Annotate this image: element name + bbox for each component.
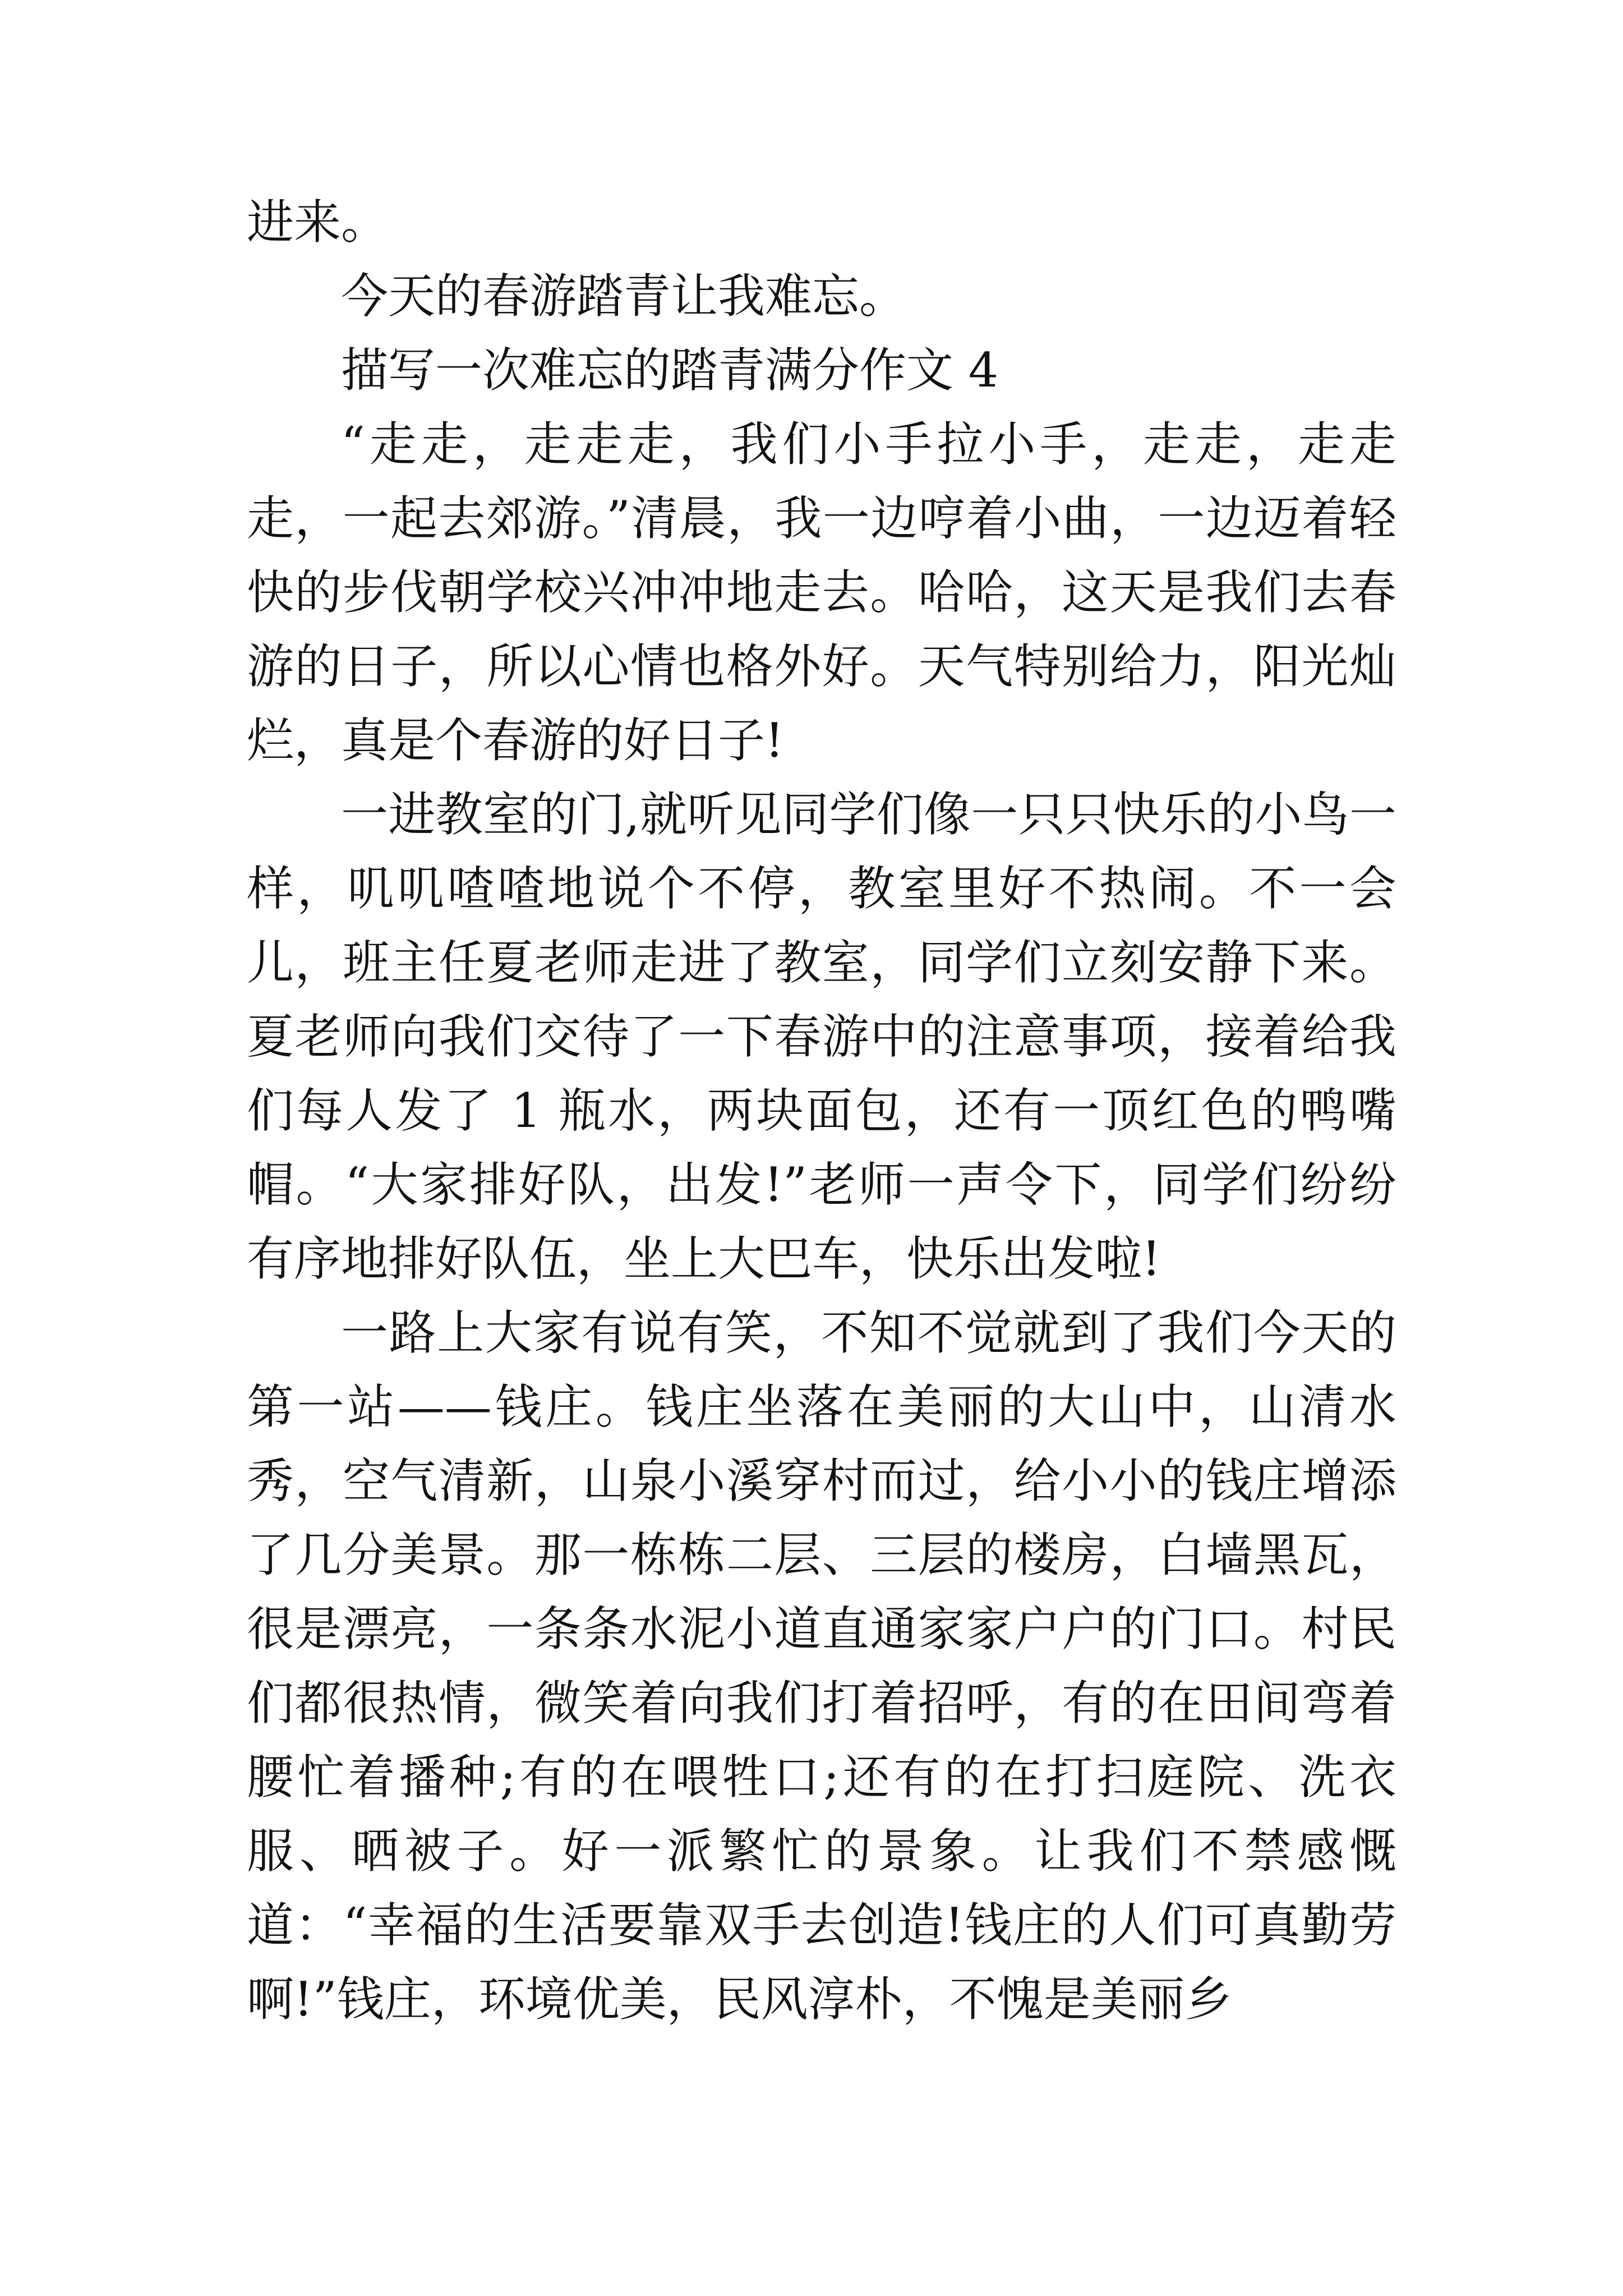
paragraph-continuation: 进来。: [247, 195, 389, 250]
essay-heading: 描写一次难忘的踏青满分作文 4: [341, 343, 999, 398]
paragraph: 一进教室的门,就听见同学们像一只只快乐的小鸟一样，叽叽喳喳地说个不停，教室里好不热闹。不一会儿，班主任夏老师走进了教室，同学们立刻安静下来。夏老师向我们交待了一下春游中的注意事项，接着给我们每人发了 1 瓶水，两块面包，还有一顶红色的鸭嘴帽。“大家排好队，出发!”老师一声令下，同学们纷纷有序地排好队伍，坐上大巴车，快乐出发啦!: [247, 787, 1396, 1286]
essay-body: [247, 185, 1396, 2036]
paragraph: “走走，走走走，我们小手拉小手，走走，走走走，一起去郊游。”清晨，我一边哼着小曲，一边迈着轻快的步伐朝学校兴冲冲地走去。哈哈，这天是我们去春游的日子，所以心情也格外好。天气特别给力，阳光灿烂，真是个春游的好日子!: [247, 417, 1396, 768]
paragraph-closing-line: 今天的春游踏青让我难忘。: [341, 269, 907, 324]
paragraph: 一路上大家有说有笑，不知不觉就到了我们今天的第一站——钱庄。钱庄坐落在美丽的大山中，山清水秀，空气清新，山泉小溪穿村而过，给小小的钱庄增添了几分美景。那一栋栋二层、三层的楼房，白墙黑瓦，很是漂亮，一条条水泥小道直通家家户户的门口。村民们都很热情，微笑着向我们打着招呼，有的在田间弯着腰忙着播种;有的在喂牲口;还有的在打扫庭院、洗衣服、晒被子。好一派繁忙的景象。让我们不禁感慨道：“幸福的生活要靠双手去创造!钱庄的人们可真勤劳啊!”钱庄，环境优美，民风淳朴，不愧是美丽乡: [247, 1305, 1396, 2027]
